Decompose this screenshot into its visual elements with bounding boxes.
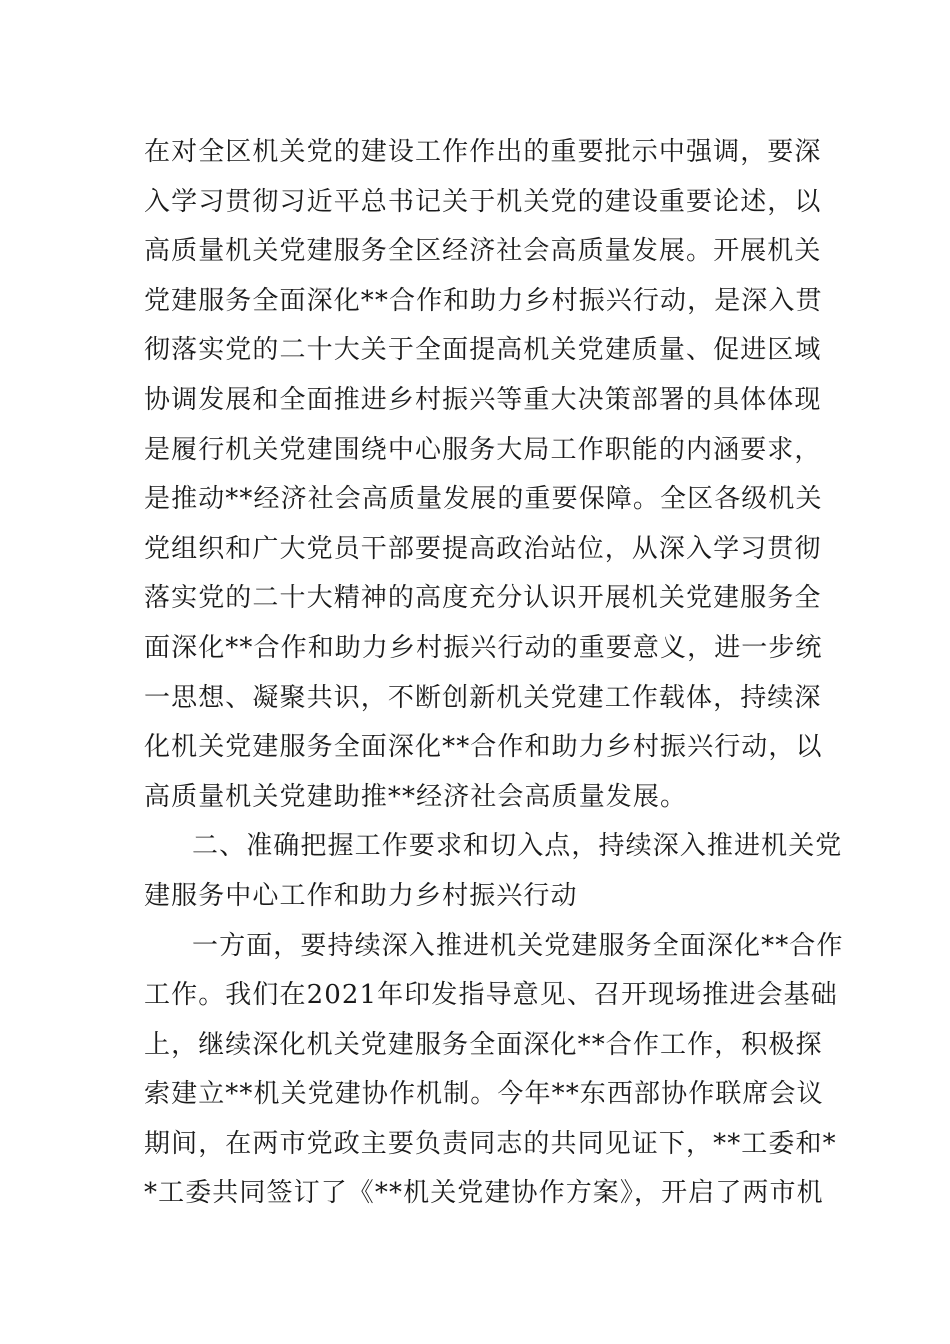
text-line-17: 一方面，要持续深入推进机关党建服务全面深化**合作 bbox=[192, 930, 844, 961]
text-line-13: 化机关党建服务全面深化**合作和助力乡村振兴行动，以 bbox=[144, 732, 823, 763]
text-line-18: 工作。我们在2021年印发指导意见、召开现场推进会基础 bbox=[144, 980, 838, 1011]
text-line-20: 索建立**机关党建协作机制。今年**东西部协作联席会议 bbox=[144, 1079, 824, 1110]
text-line-1: 在对全区机关党的建设工作作出的重要批示中强调，要深 bbox=[144, 137, 822, 167]
text-line-5: 彻落实党的二十大关于全面提高机关党建质量、促进区域 bbox=[144, 335, 822, 366]
text-line-9: 党组织和广大党员干部要提高政治站位，从深入学习贯彻 bbox=[144, 533, 822, 564]
text-line-21: 期间，在两市党政主要负责同志的共同见证下，**工委和* bbox=[144, 1128, 837, 1159]
text-line-19: 上，继续深化机关党建服务全面深化**合作工作，积极探 bbox=[144, 1029, 823, 1060]
text-line-14: 高质量机关党建助推**经济社会高质量发展。 bbox=[144, 781, 688, 812]
text-line-8: 是推动**经济社会高质量发展的重要保障。全区各级机关 bbox=[144, 484, 823, 515]
text-line-3: 高质量机关党建服务全区经济社会高质量发展。开展机关 bbox=[144, 236, 822, 267]
text-line-6: 协调发展和全面推进乡村振兴等重大决策部署的具体体现 bbox=[144, 384, 822, 415]
text-line-12: 一思想、凝聚共识，不断创新机关党建工作载体，持续深 bbox=[144, 682, 822, 713]
document-body bbox=[144, 128, 844, 1219]
text-line-10: 落实党的二十大精神的高度充分认识开展机关党建服务全 bbox=[144, 583, 822, 614]
text-line-11: 面深化**合作和助力乡村振兴行动的重要意义，进一步统 bbox=[144, 632, 823, 663]
text-line-2: 入学习贯彻习近平总书记关于机关党的建设重要论述，以 bbox=[144, 186, 822, 217]
section-heading-line-2: 建服务中心工作和助力乡村振兴行动 bbox=[144, 880, 578, 911]
text-line-7: 是履行机关党建围绕中心服务大局工作职能的内涵要求， bbox=[144, 434, 822, 465]
text-line-22: *工委共同签订了《**机关党建协作方案》，开启了两市机 bbox=[144, 1178, 824, 1209]
text-line-4: 党建服务全面深化**合作和助力乡村振兴行动，是深入贯 bbox=[144, 285, 823, 316]
section-heading-line-1: 二、准确把握工作要求和切入点，持续深入推进机关党 bbox=[192, 831, 843, 862]
